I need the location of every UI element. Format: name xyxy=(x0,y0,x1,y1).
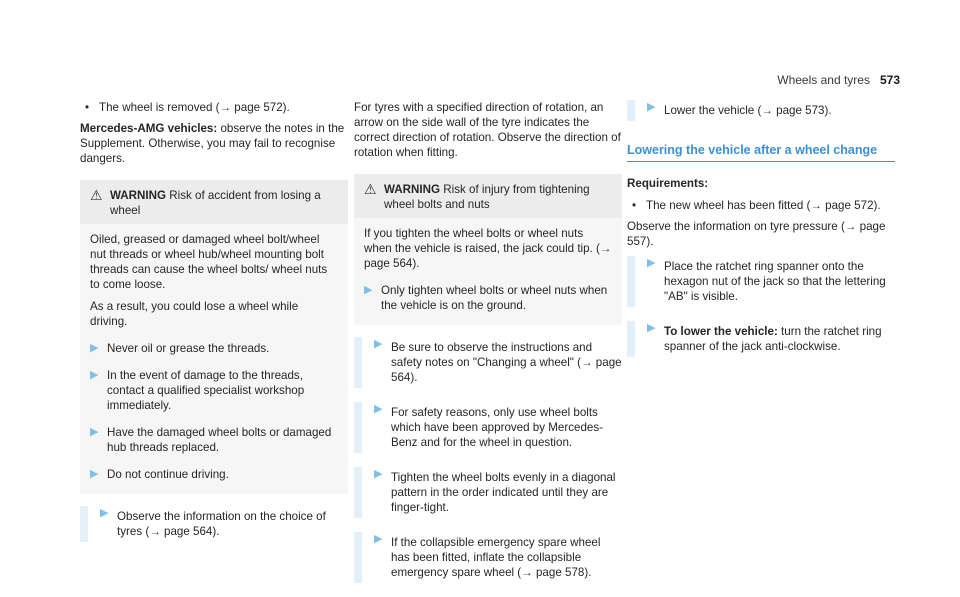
step-text: Be sure to observe the instructions and safety notes on "Changing a wheel" (→ page 564). xyxy=(391,341,622,384)
warning-paragraph: If you tighten the wheel bolts or wheel nuts when the vehicle is raised, the jack could tip. (→ page 564). xyxy=(364,227,612,270)
step-text: Lower the vehicle (→ page 573). xyxy=(664,104,832,117)
instruction-step xyxy=(627,321,895,357)
step-text: Tighten the wheel bolts evenly in a diagonal pattern in the order indicated until they are finger-tight. xyxy=(391,471,616,514)
step-text: Do not continue driving. xyxy=(107,468,229,481)
instruction-step xyxy=(354,532,622,583)
step-text: For safety reasons, only use wheel bolts which have been approved by Mercedes-Benz and for the wheel in question. xyxy=(391,406,604,449)
page-number: 573 xyxy=(879,73,900,87)
step-text: Observe the information on the choice of tyres (→ page 564). xyxy=(117,510,326,538)
arrow-right-icon: ▶ xyxy=(374,338,383,350)
instruction-step xyxy=(354,337,622,388)
column-3 xyxy=(627,100,895,371)
arrow-right-icon: ▶ xyxy=(647,257,656,269)
arrow-right-icon: ▶ xyxy=(90,369,99,381)
arrow-right-icon: ▶ xyxy=(374,468,383,480)
rotation-intro: For tyres with a specified direction of rotation, an arrow on the side wall of the tyre indicates the correct direction of rotation. Observe the direction of rotation when fitting. xyxy=(354,101,621,159)
instruction-step xyxy=(80,506,348,542)
warning-step xyxy=(364,283,612,313)
warning-headline xyxy=(90,188,338,218)
warning-body xyxy=(80,224,348,494)
arrow-right-icon: ▶ xyxy=(647,322,656,334)
warning-headline-text: Risk of injury from tightening wheel bolts and nuts xyxy=(384,183,590,211)
instruction-step xyxy=(627,100,895,121)
warning-paragraph: Oiled, greased or damaged wheel bolt/wheel nut threads or wheel hub/wheel mounting bolt threads can cause the wheel bolts/ wheel nuts to come loose. xyxy=(90,233,328,291)
warning-label: WARNING xyxy=(384,183,441,196)
bullet-item xyxy=(80,100,348,115)
step-text xyxy=(647,324,895,354)
amg-note xyxy=(80,121,348,166)
requirement-item xyxy=(627,198,895,213)
column-2 xyxy=(354,100,622,597)
step-text: Never oil or grease the threads. xyxy=(107,342,270,355)
requirement-text: The new wheel has been fitted (→ page 572). xyxy=(646,199,881,212)
step-text: Place the ratchet ring spanner onto the hexagon nut of the jack so that the lettering "AB" is visible. xyxy=(664,260,886,303)
bullet-dot-icon: • xyxy=(85,101,90,114)
arrow-right-icon: ▶ xyxy=(647,101,656,113)
requirements-title: Requirements: xyxy=(627,177,709,190)
warning-body xyxy=(354,218,622,325)
step-text-rest: turn the ratchet ring spanner of the jack anti-clockwise. xyxy=(664,325,882,353)
instruction-step xyxy=(627,256,895,307)
warning-box xyxy=(354,174,622,325)
column-1 xyxy=(80,100,348,556)
warning-label: WARNING xyxy=(110,189,167,202)
warning-paragraph: As a result, you could lose a wheel while driving. xyxy=(90,300,299,328)
section-title: Lowering the vehicle after a wheel change xyxy=(627,143,895,162)
instruction-step xyxy=(354,467,622,518)
arrow-right-icon: ▶ xyxy=(100,507,109,519)
warning-step xyxy=(90,467,338,482)
warning-box xyxy=(80,180,348,494)
warning-headline xyxy=(364,182,612,212)
warning-headline-text: Risk of accident from losing a wheel xyxy=(110,189,321,217)
bullet-dot-icon: • xyxy=(632,199,637,212)
arrow-right-icon: ▶ xyxy=(374,403,383,415)
step-text: If the collapsible emergency spare wheel has been fitted, inflate the collapsible emergency spare wheel (→ page 578). xyxy=(391,536,601,579)
arrow-right-icon: ▶ xyxy=(364,284,373,296)
warning-triangle-icon: ⚠ xyxy=(364,181,377,197)
step-label: To lower the vehicle: xyxy=(664,325,778,338)
warning-step xyxy=(90,368,338,413)
page-header xyxy=(777,73,900,88)
arrow-right-icon: ▶ xyxy=(90,468,99,480)
tyre-pressure-note: Observe the information on tyre pressure (→ page 557). xyxy=(627,220,886,248)
amg-text: observe the notes in the Supplement. Otherwise, you may fail to recognise dangers. xyxy=(80,122,345,165)
step-text: Have the damaged wheel bolts or damaged hub threads replaced. xyxy=(107,426,332,454)
amg-label: Mercedes-AMG vehicles: xyxy=(80,122,218,135)
warning-step xyxy=(90,425,338,455)
header-title: Wheels and tyres xyxy=(777,73,870,87)
step-text: In the event of damage to the threads, contact a qualified specialist workshop immediately. xyxy=(107,369,305,412)
warning-triangle-icon: ⚠ xyxy=(90,187,103,203)
instruction-step xyxy=(354,402,622,453)
warning-step xyxy=(90,341,338,356)
arrow-right-icon: ▶ xyxy=(374,533,383,545)
bullet-text: The wheel is removed (→ page 572). xyxy=(99,101,290,114)
arrow-right-icon: ▶ xyxy=(90,342,99,354)
arrow-right-icon: ▶ xyxy=(90,426,99,438)
step-text: Only tighten wheel bolts or wheel nuts when the vehicle is on the ground. xyxy=(381,284,608,312)
